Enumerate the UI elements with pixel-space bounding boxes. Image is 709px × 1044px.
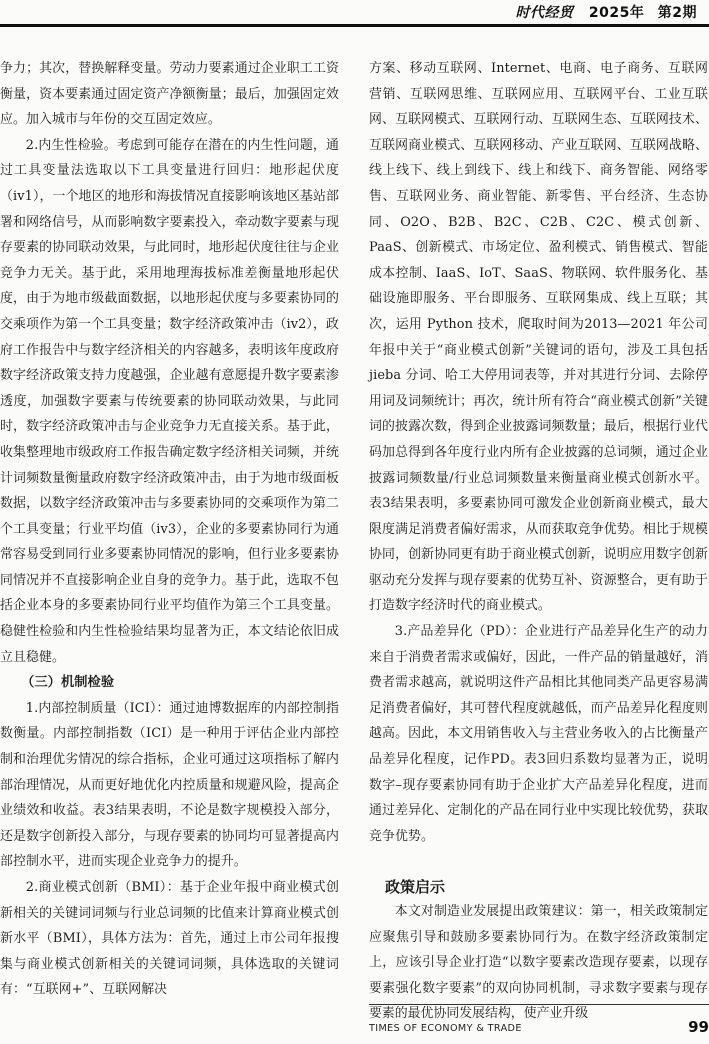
paragraph: 方案、移动互联网、Internet、电商、电子商务、互联网营销、互联网思维、互联网应用、互联网平台、工业互联网、互联网模式、互联网行动、互联网生态、互联网技术、互联网商业模式、互联网移动、产业互联网、互联网战略、线上线下、线上到线下、线上和线下、商务智能、网络零售、互联网业务、商业智能、新零售、平台经济、生态协同、O2O、B2B、B2C、C2B、C2C、模式创新、PaaS、创新模式、市场定位、盈利模式、销售模式、智能成本控制、IaaS、IoT、SaaS、物联网、软件服务化、基础设施即服务、平台即服务、互联网集成、线上互联；其次，运用 Python 技术，爬取时间为2013—2021 年公司年报中关于“商业模式创新”关键词的语句，涉及工具包括 jieba 分词、哈工大停用词表等，并对其进行分词、去除停用词及词频统计；再次，统计所有符合“商业模式创新”关键词的披露次数，得到企业披露词频数量；最后，根据行业代码加总得到各年度行业内所有企业披露的总词频，通过企业披露词频数量/行业总词频数量来衡量商业模式创新水平。表3结果表明，多要素协同可激发企业创新商业模式，最大限度满足消费者偏好需求，从而获取竞争优势。相比于规模协同，创新协同更有助于商业模式创新，说明应用数字创新驱动充分发挥与现存要素的优势互补、资源整合，更有助于打造数字经济时代的商业模式。: [369, 61, 708, 614]
paragraph: 1.内部控制质量（ICI）：通过迪博数据库的内部控制指数衡量。内部控制指数（ICI）是一种用于评估企业内部控制和治理优劣情况的综合指标，企业可通过这项指标了解内部治理情况，从而更好地优化内控质量和规避风险，提高企业绩效和收益。表3结果表明，不论是数字规模投入部分，还是数字创新投入部分，与现存要素的协同均可显著提高内部控制水平，进而实现企业竞争力的提升。: [0, 700, 339, 870]
paragraph: 2.商业模式创新（BMI）：基于企业年报中商业模式创新相关的关键词词频与行业总词频的比值来计算商业模式创新水平（BMI），具体方法为：首先，通过上市公司年报搜集与商业模式创新相关的关键词词频，具体选取的关键词有：“互联网+”、互联网解决: [0, 880, 339, 998]
journal-english-name: TIMES OF ECONOMY & TRADE: [369, 1023, 522, 1034]
paragraph: 争力；其次，替换解释变量。劳动力要素通过企业职工工资衡量，资本要素通过固定资产净额衡量；最后，加强固定效应。加入城市与年份的交互固定效应。: [0, 61, 339, 128]
header-journal-info: [516, 2, 697, 22]
journal-title: 时代经贸: [515, 5, 574, 21]
page-header: [0, 0, 709, 40]
subheading-mechanism: （三）机制检验: [21, 675, 115, 691]
paragraph: 3.产品差异化（PD）：企业进行产品差异化生产的动力来自于消费者需求或偏好，因此，一件产品的销量越好，消费者需求越高，就说明这件产品相比其他同类产品更容易满足消费者偏好，其可替代程度就越低，而产品差异化程度则越高。因此，本文用销售收入与主营业务收入的占比衡量产品差异化程度，记作PD。表3回归系数均显著为正，说明数字–现存要素协同有助于企业扩大产品差异化程度，进而通过差异化、定制化的产品在同行业中实现比较优势，获取竞争优势。: [369, 624, 708, 844]
page-number: 99: [688, 1018, 709, 1036]
right-column: [369, 56, 708, 849]
section-title: 政策启示: [385, 878, 446, 896]
paragraph: 本文对制造业发展提出政策建议：第一，相关政策制定应聚焦引导和鼓励多要素协同行为。在数字经济政策制定上，应该引导企业打造“以数字要素改造现存要素，以现存要素强化数字要素”的双向协同机制，寻求数字要素与现存要素的最优协同发展结构，使产业升级: [369, 904, 708, 1022]
journal-issue: 第2期: [657, 5, 697, 21]
journal-year: 2025年: [588, 5, 645, 21]
left-column: [0, 56, 339, 1003]
page-footer: [369, 1004, 709, 1044]
paragraph: 2.内生性检验。考虑到可能存在潜在的内生性问题，通过工具变量法选取以下工具变量进行回归：地形起伏度（iv1），一个地区的地形和海拔情况直接影响该地区基站部署和网络信号，从而影响数字要素投入，牵动数字要素与现存要素的协同联动效果，与此同时，地形起伏度往往与企业竞争力无关。基于此，采用地理海拔标准差衡量地形起伏度，由于为地市级截面数据，以地形起伏度与多要素协同的交乘项作为第一个工具变量；数字经济政策冲击（iv2），政府工作报告中与数字经济相关的内容越多，表明该年度政府数字经济政策支持力度越强，企业越有意愿提升数字要素渗透度，加强数字要素与传统要素的协同联动效果，与此同时，数字经济政策冲击与企业竞争力无直接关系。基于此，收集整理地市级政府工作报告确定数字经济相关词频，并统计词频数量衡量政府数字经济政策冲击，由于为地市级面板数据，以数字经济政策冲击与多要素协同的交乘项作为第二个工具变量；行业平均值（iv3），企业的多要素协同行为通常容易受到同行业多要素协同情况的影响，但行业多要素协同情况并不直接影响企业自身的竞争力。基于此，选取不包括企业本身的多要素协同行业平均值作为第三个工具变量。稳健性检验和内生性检验结果均显著为正，本文结论依旧成立且稳健。: [0, 137, 339, 665]
footer-rule: [369, 1004, 709, 1005]
